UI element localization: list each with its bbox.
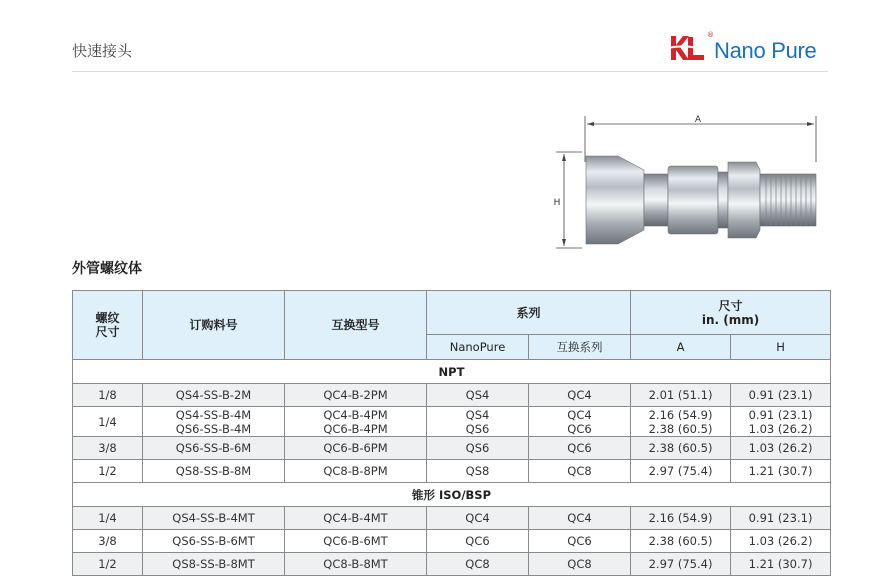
series-cell xyxy=(427,407,529,437)
cross-series-cell xyxy=(529,460,631,483)
group-title: NPT xyxy=(73,360,831,384)
cross-series-cell xyxy=(529,437,631,460)
cell-line: 1.21 (30.7) xyxy=(748,464,813,478)
cell-line: 2.38 (60.5) xyxy=(648,441,713,455)
cell-line: QC8 xyxy=(465,557,490,571)
cell-line: QC6 xyxy=(567,421,592,436)
thread-size-cell: 1/4 xyxy=(73,407,143,437)
dim-h-cell xyxy=(731,407,831,437)
cell-line: QC6 xyxy=(465,534,490,548)
order-no-cell xyxy=(143,507,285,530)
cell-line: 2.38 (60.5) xyxy=(648,421,713,436)
thread-size-cell: 1/8 xyxy=(73,384,143,407)
dim-h-cell xyxy=(731,384,831,407)
cell-line: QS4-SS-B-4M xyxy=(175,407,252,422)
cell-line: QS6 xyxy=(465,421,490,436)
cell-line: QC4 xyxy=(567,407,592,422)
cell-line: 2.97 (75.4) xyxy=(648,557,713,571)
cell-line: 2.16 (54.9) xyxy=(648,511,713,525)
header-h: H xyxy=(731,335,831,360)
header-title: 快速接头 xyxy=(72,42,133,60)
order-no-cell xyxy=(143,553,285,576)
cell-line: 0.91 (23.1) xyxy=(748,388,813,402)
section-title: 外管螺纹体 xyxy=(72,261,142,277)
cell-line: QS4-SS-B-2M xyxy=(175,388,252,402)
cell-line: QC8 xyxy=(567,557,592,571)
table-row xyxy=(73,407,831,437)
cell-line: QS4 xyxy=(465,388,490,402)
thread-size-cell: 3/8 xyxy=(73,437,143,460)
series-cell xyxy=(427,530,529,553)
table-row xyxy=(73,384,831,407)
cross-ref-cell xyxy=(285,507,427,530)
cell-line: 2.01 (51.1) xyxy=(648,388,713,402)
cross-ref-cell xyxy=(285,460,427,483)
cell-line: 0.91 (23.1) xyxy=(748,407,813,422)
series-cell xyxy=(427,553,529,576)
cross-series-cell xyxy=(529,530,631,553)
series-cell xyxy=(427,384,529,407)
series-cell xyxy=(427,507,529,530)
header-divider xyxy=(72,71,828,72)
table-row xyxy=(73,460,831,483)
cell-line: 2.38 (60.5) xyxy=(648,534,713,548)
cell-line: 1.03 (26.2) xyxy=(748,534,813,548)
cell-line: QC8-B-8PM xyxy=(323,464,388,478)
cross-ref-cell xyxy=(285,553,427,576)
cell-line: QS8-SS-B-8M xyxy=(175,464,252,478)
group-title: 锥形 ISO/BSP xyxy=(73,483,831,507)
header-thread-size: 螺纹 尺寸 xyxy=(73,291,143,360)
dim-a-cell xyxy=(631,553,731,576)
cell-line: QS6-SS-B-6MT xyxy=(172,534,255,548)
dim-a-cell xyxy=(631,384,731,407)
series-cell xyxy=(427,460,529,483)
dim-h-cell xyxy=(731,460,831,483)
cell-line: QS4-SS-B-4MT xyxy=(172,511,255,525)
dim-h-cell xyxy=(731,553,831,576)
cell-line: QS6 xyxy=(465,441,490,455)
cell-line: QS8-SS-B-8MT xyxy=(172,557,255,571)
dim-a-cell xyxy=(631,437,731,460)
cell-line: QC6-B-4PM xyxy=(323,421,388,436)
coupling-drawing xyxy=(548,112,828,260)
dim-a-cell xyxy=(631,407,731,437)
dim-h-cell xyxy=(731,507,831,530)
dim-a-cell xyxy=(631,460,731,483)
dimension-h-label: H xyxy=(553,198,561,208)
cross-ref-cell xyxy=(285,407,427,437)
table-row xyxy=(73,437,831,460)
cross-series-cell xyxy=(529,553,631,576)
cell-line: QC4-B-2PM xyxy=(323,388,388,402)
series-cell xyxy=(427,437,529,460)
header-dimensions xyxy=(631,291,831,335)
header-dimensions-label: 尺寸 xyxy=(718,298,743,313)
cell-line: QC4-B-4PM xyxy=(323,407,388,422)
order-no-cell xyxy=(143,407,285,437)
cross-ref-cell xyxy=(285,437,427,460)
header-cross-series: 互换系列 xyxy=(529,335,631,360)
header-a: A xyxy=(631,335,731,360)
thread-size-cell: 1/4 xyxy=(73,507,143,530)
registered-mark: ® xyxy=(707,31,714,39)
header-nanopure: NanoPure xyxy=(427,335,529,360)
cell-line: QC4 xyxy=(465,511,490,525)
cross-series-cell xyxy=(529,507,631,530)
order-no-cell xyxy=(143,460,285,483)
cell-line: QC8-B-8MT xyxy=(323,557,388,571)
order-no-cell xyxy=(143,384,285,407)
cross-series-cell xyxy=(529,407,631,437)
cell-line: 2.16 (54.9) xyxy=(648,407,713,422)
header-cross-ref: 互换型号 xyxy=(285,291,427,360)
cell-line: QC4 xyxy=(567,388,592,402)
cell-line: 2.97 (75.4) xyxy=(648,464,713,478)
cell-line: QS6-SS-B-6M xyxy=(175,441,252,455)
dim-h-cell xyxy=(731,437,831,460)
thread-size-cell: 1/2 xyxy=(73,553,143,576)
cell-line: QC6-B-6MT xyxy=(323,534,388,548)
group-row xyxy=(73,360,831,384)
cell-line: QC6-B-6PM xyxy=(323,441,388,455)
dim-h-cell xyxy=(731,530,831,553)
cell-line: QC6 xyxy=(567,441,592,455)
cell-line: QC4-B-4MT xyxy=(323,511,388,525)
cell-line: QC4 xyxy=(567,511,592,525)
dim-a-cell xyxy=(631,530,731,553)
table-row xyxy=(73,507,831,530)
cell-line: 1.03 (26.2) xyxy=(748,441,813,455)
thread-size-cell: 1/2 xyxy=(73,460,143,483)
cell-line: QS8 xyxy=(465,464,490,478)
cell-line: QC8 xyxy=(567,464,592,478)
thread-size-cell: 3/8 xyxy=(73,530,143,553)
brand-logo xyxy=(668,30,838,70)
header-dimensions-unit: in. (mm) xyxy=(701,312,760,327)
order-no-cell xyxy=(143,530,285,553)
header-series: 系列 xyxy=(427,291,631,335)
cross-ref-cell xyxy=(285,530,427,553)
cell-line: 0.91 (23.1) xyxy=(748,511,813,525)
brand-name: Nano Pure xyxy=(714,38,817,63)
dimension-a-label: A xyxy=(694,115,702,125)
header-order-no: 订购料号 xyxy=(143,291,285,360)
cell-line: QC6 xyxy=(567,534,592,548)
table-row xyxy=(73,530,831,553)
cell-line: QS6-SS-B-4M xyxy=(175,421,252,436)
order-no-cell xyxy=(143,437,285,460)
table-row xyxy=(73,553,831,576)
cross-series-cell xyxy=(529,384,631,407)
cross-ref-cell xyxy=(285,384,427,407)
dim-a-cell xyxy=(631,507,731,530)
spec-table-body xyxy=(73,360,831,576)
group-row xyxy=(73,483,831,507)
cell-line: 1.21 (30.7) xyxy=(748,557,813,571)
cell-line: QS4 xyxy=(465,407,490,422)
cell-line: 1.03 (26.2) xyxy=(748,421,813,436)
spec-table xyxy=(72,290,831,576)
kl-logo-icon xyxy=(668,34,708,62)
